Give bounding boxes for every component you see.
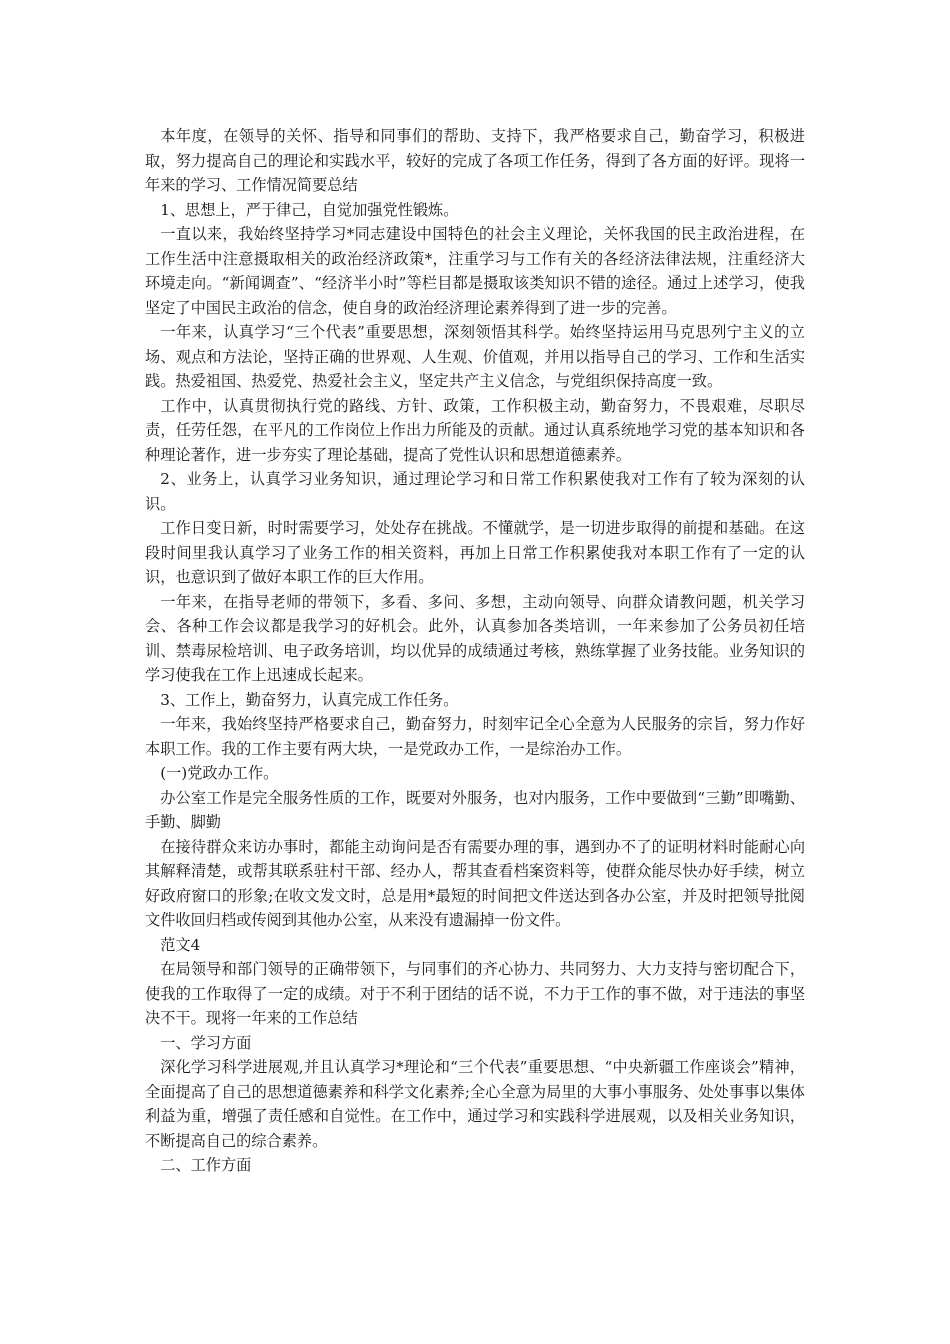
paragraph: 在接待群众来访办事时，都能主动询问是否有需要办理的事，遇到办不了的证明材料时能耐心向其解释清楚，或帮其联系驻村干部、经办人，帮其查看档案资料等，使群众能尽快办好手续，树立好政府窗口的形象;在收文发文时，总是用*最短的时间把文件送达到各办公室，并及时把领导批阅文件收回归档或传阅到其他办公室，从来没有遗漏掉一份文件。: [145, 837, 805, 929]
paragraph-intro: 本年度，在领导的关怀、指导和同事们的帮助、支持下，我严格要求自己，勤奋学习，积极进取，努力提高自己的理论和实践水平，较好的完成了各项工作任务，得到了各方面的好评。现将一年来的学习、工作情况简要总结: [145, 127, 805, 194]
paragraph: 在局领导和部门领导的正确带领下，与同事们的齐心协力、共同努力、大力支持与密切配合下，使我的工作取得了一定的成绩。对于不利于团结的话不说，不力于工作的事不做，对于违法的事坚决不干。现将一年来的工作总结: [145, 960, 805, 1027]
paragraph: 办公室工作是完全服务性质的工作，既要对外服务，也对内服务，工作中要做到“三勤”即嘴勤、手勤、脚勤: [145, 788, 805, 831]
subsection-heading: (一)党政办工作。: [160, 764, 279, 782]
paragraph: 一年来，在指导老师的带领下，多看、多问、多想，主动向领导、向群众请教问题，机关学习会、各种工作会议都是我学习的好机会。此外，认真参加各类培训，一年来参加了公务员初任培训、禁毒尿检培训、电子政务培训，均以优异的成绩通过考核，熟练掌握了业务技能。业务知识的学习使我在工作上迅速成长起来。: [145, 592, 805, 684]
document-body: [145, 124, 805, 1178]
paragraph: 工作中，认真贯彻执行党的路线、方针、政策，工作积极主动，勤奋努力，不畏艰难，尽职尽责，任劳任怨，在平凡的工作岗位上作出力所能及的贡献。通过认真系统地学习党的基本知识和各种理论著作，进一步夯实了理论基础，提高了党性认识和思想道德素养。: [145, 396, 805, 464]
paragraph: 一直以来，我始终坚持学习*同志建设中国特色的社会主义理论，关怀我国的民主政治进程，在工作生活中注意摄取相关的政治经济政策*，注重学习与工作有关的各经济法律法规，注重经济大环境走向。“新闻调查”、“经济半小时”等栏目都是摄取该类知识不错的途径。通过上述学习，使我坚定了中国民主政治的信念，使自身的政治经济理论素养得到了进一步的完善。: [145, 225, 805, 317]
section-heading-study: 一、学习方面: [160, 1033, 252, 1052]
sample-heading: 范文4: [160, 935, 201, 954]
section-heading-2: 2、业务上，认真学习业务知识，通过理论学习和日常工作积累使我对工作有了较为深刻的认识。: [145, 470, 805, 513]
paragraph: 工作日变日新，时时需要学习，处处存在挑战。不懂就学，是一切进步取得的前提和基础。在这段时间里我认真学习了业务工作的相关资料，再加上日常工作积累使我对本职工作有了一定的认识，也意识到了做好本职工作的巨大作用。: [145, 519, 805, 586]
paragraph: 一年来，认真学习“三个代表”重要思想，深刻领悟其科学。始终坚持运用马克思列宁主义的立场、观点和方法论，坚持正确的世界观、人生观、价值观，并用以指导自己的学习、工作和生活实践。热爱祖国、热爱党、热爱社会主义，坚定共产主义信念，与党组织保持高度一致。: [145, 323, 805, 390]
section-heading-work: 二、工作方面: [160, 1156, 252, 1174]
paragraph: 一年来，我始终坚持严格要求自己，勤奋努力，时刻牢记全心全意为人民服务的宗旨，努力作好本职工作。我的工作主要有两大块，一是党政办工作，一是综治办工作。: [145, 715, 805, 758]
paragraph: 深化学习科学进展观,并且认真学习*理论和“三个代表”重要思想、“中央新疆工作座谈会”精神，全面提高了自己的思想道德素养和科学文化素养;全心全意为局里的大事小事服务、处处事事以集体利益为重，增强了责任感和自觉性。在工作中，通过学习和实践科学进展观，以及相关业务知识，不断提高自己的综合素养。: [145, 1058, 805, 1150]
section-heading-3: 3、工作上，勤奋努力，认真完成工作任务。: [160, 690, 459, 709]
section-heading-1: 1、思想上，严于律己，自觉加强党性锻炼。: [160, 200, 459, 219]
